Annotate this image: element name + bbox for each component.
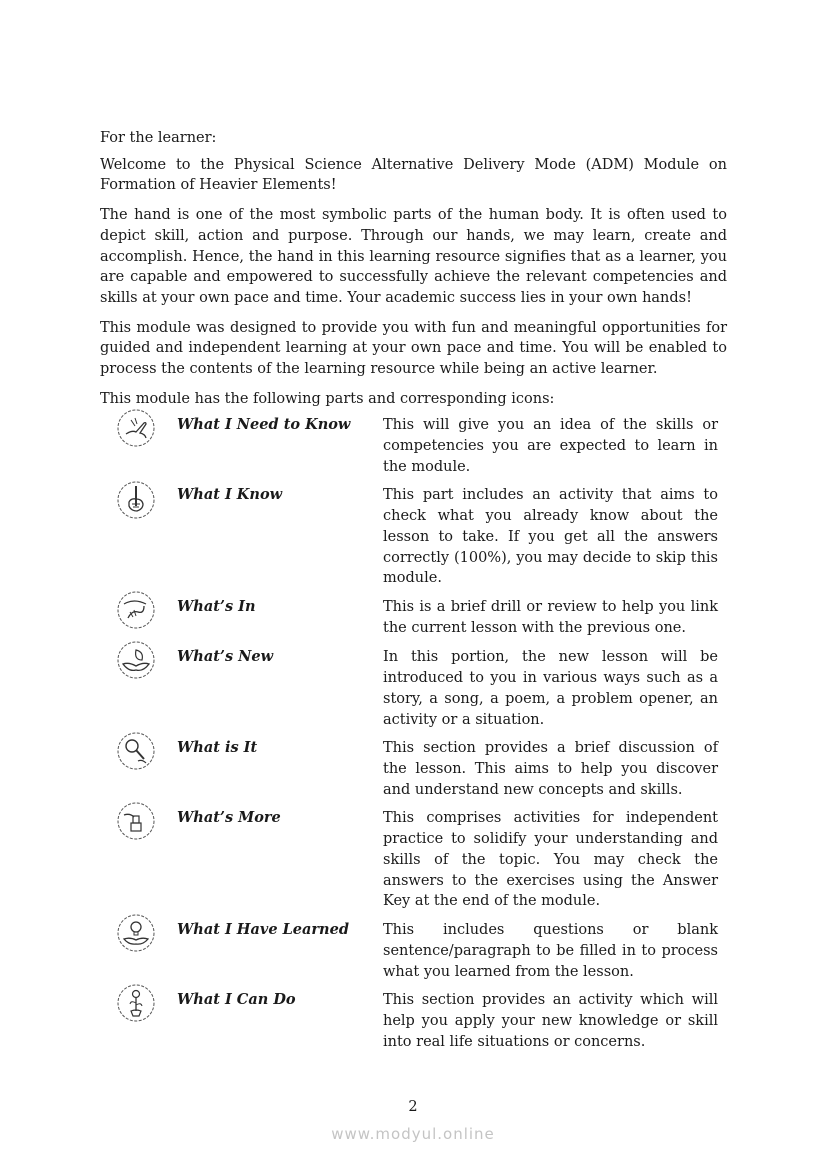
page-number: 2 (408, 1099, 418, 1115)
part-description: This is a brief drill or review to help you link the current lesson with the previous one. (383, 599, 718, 637)
part-description: This section provides a brief discussion of the lesson. This aims to help you discover and understand new concepts and skills. (383, 740, 718, 798)
part-label: What’s New (177, 648, 274, 666)
module-part-what-is-it (100, 738, 727, 808)
page-content (100, 128, 727, 1060)
module-part-what-i-have-learned (100, 920, 727, 990)
module-part-what-i-need-to-know (100, 415, 727, 485)
hand-holding-flower-icon (116, 983, 156, 1023)
part-description: This part includes an activity that aims to check what you already know about the lesson to take. If you get all the answers correctly (100%), you may decide to skip this module. (383, 487, 718, 587)
part-description: This will give you an idea of the skills or competencies you are expected to learn in the module. (383, 417, 718, 475)
module-part-what-i-can-do (100, 990, 727, 1060)
module-part-whats-new (100, 647, 727, 738)
watermark: www.modyul.online (331, 1125, 495, 1143)
intro-hand-paragraph: The hand is one of the most symbolic parts of the human body. It is often used to depict skill, action and purpose. Through our hands, we may learn, create and accomplish. Hence, the hand in this learning resource signifies that as a learner, you are capable and empowered to successfully achieve the relevant competencies and skills at your own pace and time. Your academic success lies in your own hands! (100, 207, 727, 306)
part-description: In this portion, the new lesson will be introduced to you in various ways such as a story, a song, a poem, a problem opener, an activity or a situation. (383, 649, 718, 728)
hand-holding-pencil-icon (116, 480, 156, 520)
module-part-whats-more (100, 808, 727, 920)
part-label: What I Can Do (177, 991, 296, 1009)
hands-holding-leaf-icon (116, 640, 156, 680)
part-label: What’s In (177, 598, 256, 616)
hand-building-blocks-icon (116, 801, 156, 841)
intro-designed-paragraph: This module was designed to provide you with fun and meaningful opportunities for guided and independent learning at your own pace and time. You will be enabled to process the contents of the learning resource while being an active learner. (100, 319, 727, 378)
hand-pointing-icon (116, 408, 156, 448)
part-description: This comprises activities for independent practice to solidify your understanding and skills of the topic. You may check the answers to the exercises using the Answer Key at the end of the module. (383, 810, 718, 910)
part-label: What I Know (177, 486, 283, 504)
part-label: What I Have Learned (177, 921, 349, 939)
part-label: What I Need to Know (177, 416, 351, 434)
intro-parts-lead: This module has the following parts and corresponding icons: (100, 390, 555, 407)
hand-lightbulb-icon (116, 913, 156, 953)
part-description: This includes questions or blank sentence/paragraph to be filled in to process what you learned from the lesson. (383, 922, 718, 980)
module-part-whats-in (100, 597, 727, 647)
hand-pulling-icon (116, 590, 156, 630)
intro-welcome: Welcome to the Physical Science Alternative Delivery Mode (ADM) Module on Formation of Heavier Elements! (100, 156, 727, 194)
part-label: What’s More (177, 809, 281, 827)
module-part-what-i-know (100, 485, 727, 597)
hand-magnifier-icon (116, 731, 156, 771)
intro-heading: For the learner: (100, 130, 217, 146)
part-label: What is It (177, 739, 258, 757)
part-description: This section provides an activity which will help you apply your new knowledge or skill into real life situations or concerns. (383, 992, 718, 1050)
module-parts-list (100, 415, 727, 1060)
